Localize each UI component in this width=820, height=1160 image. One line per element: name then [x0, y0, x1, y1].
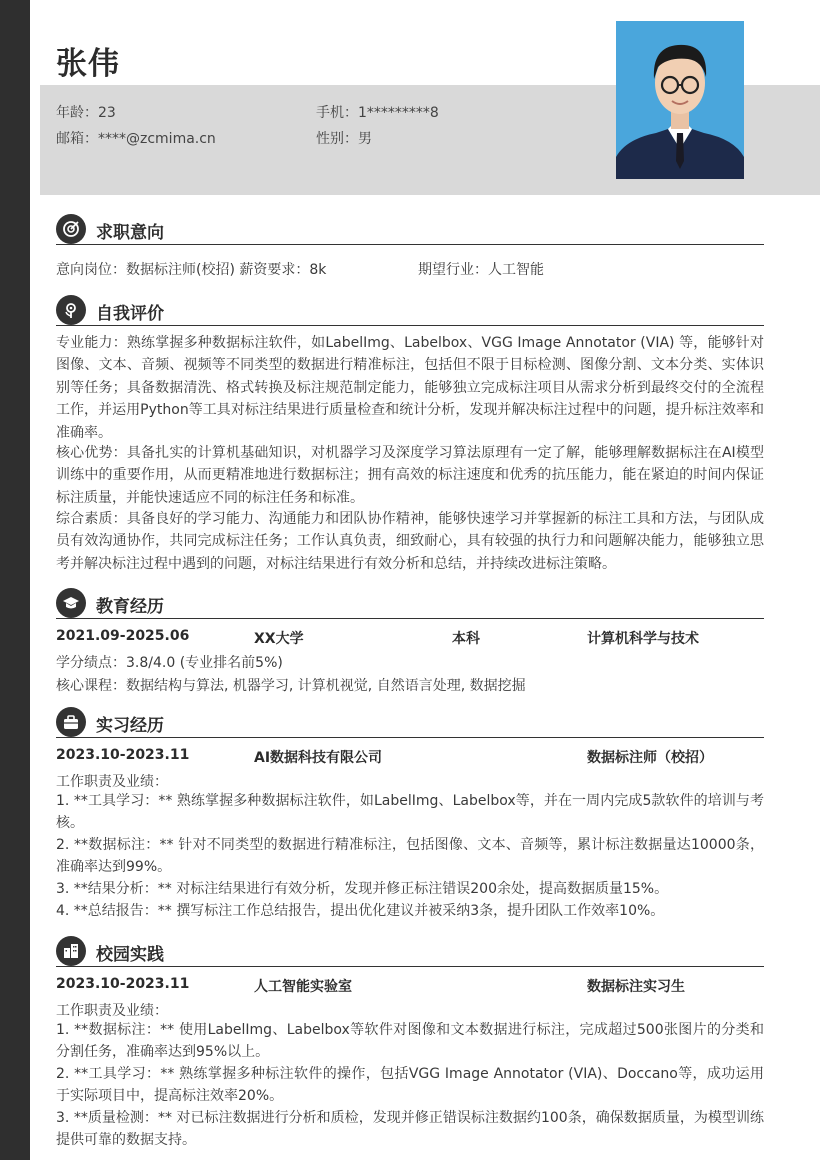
duty-item: 2. **数据标注：** 针对不同类型的数据进行精准标注，包括图像、文本、音频等，累计标注数据量达10000条，准确率达到99%。: [56, 837, 764, 876]
major: 计算机科学与技术: [587, 631, 699, 647]
candidate-name: 张伟: [56, 46, 120, 82]
section-title: 教育经历: [96, 597, 164, 617]
section-title: 自我评价: [96, 304, 164, 324]
section-campus-practice: [56, 936, 764, 967]
section-education: [56, 588, 764, 619]
position-salary: 意向岗位：数据标注师(校招) 薪资要求：8k: [56, 262, 327, 278]
self-eval-paragraph: 综合素质：具备良好的学习能力、沟通能力和团队协作精神，能够快速学习并掌握新的标注工具和方法，与团队成员有效沟通协作，共同完成标注任务；工作认真负责，细致耐心，具有较强的执行力和问题解决能力，能够独立思考并解决标注过程中遇到的问题，对标注结果进行有效分析和总结，并持续改进标注策略。: [56, 511, 764, 572]
company-name: AI数据科技有限公司: [254, 750, 383, 766]
section-title: 实习经历: [96, 716, 164, 736]
campus-period: 2023.10-2023.11: [56, 976, 190, 992]
email-field: 邮箱：****@zcmima.cn: [56, 131, 216, 147]
duty-item: 3. **结果分析：** 对标注结果进行有效分析，发现并修正标注错误200余处，提高数据质量15%。: [56, 881, 669, 897]
gender-field: 性别：男: [316, 131, 372, 147]
school-name: XX大学: [254, 631, 304, 647]
briefcase-icon: [56, 707, 86, 737]
section-self-evaluation: [56, 295, 764, 326]
graduation-cap-icon: [56, 588, 86, 618]
flower-icon: [56, 295, 86, 325]
phone-field: 手机：1*********8: [316, 105, 439, 121]
core-courses: 核心课程：数据结构与算法, 机器学习, 计算机视觉, 自然语言处理, 数据挖掘: [56, 678, 526, 694]
gpa: 学分绩点：3.8/4.0 (专业排名前5%): [56, 655, 283, 671]
duty-item: 3. **质量检测：** 对已标注数据进行分析和质检，发现并修正错误标注数据约100条，确保数据质量，为模型训练提供可靠的数据支持。: [56, 1110, 764, 1149]
degree: 本科: [452, 631, 480, 647]
section-job-intent: [56, 214, 764, 245]
duties-label: 工作职责及业绩：: [56, 774, 168, 790]
duty-item: 2. **工具学习：** 熟练掌握多种标注软件的操作，包括VGG Image Annotator (VIA)、Doccano等，成功运用于实际项目中，提高标注效率20%。: [56, 1066, 764, 1105]
duty-item: 1. **工具学习：** 熟练掌握多种数据标注软件，如LabelImg、Labelbox等，并在一周内完成5款软件的培训与考核。: [56, 793, 764, 832]
organization-name: 人工智能实验室: [254, 979, 352, 995]
left-sidebar-bar: [0, 0, 30, 1160]
education-period: 2021.09-2025.06: [56, 628, 190, 644]
duty-item: 4. **总结报告：** 撰写标注工作总结报告，提出优化建议并被采纳3条，提升团队工作效率10%。: [56, 903, 665, 919]
section-title: 求职意向: [96, 223, 164, 243]
duty-item: 1. **数据标注：** 使用LabelImg、Labelbox等软件对图像和文本数据进行标注，完成超过500张图片的分类和分割任务，准确率达到95%以上。: [56, 1022, 764, 1061]
section-internship: [56, 707, 764, 738]
buildings-icon: [56, 936, 86, 966]
duties-label: 工作职责及业绩：: [56, 1003, 168, 1019]
profile-photo: [616, 21, 744, 179]
self-eval-paragraph: 核心优势：具备扎实的计算机基础知识，对机器学习及深度学习算法原理有一定了解，能够理解数据标注在AI模型训练中的重要作用，从而更精准地进行数据标注；拥有高效的标注速度和优秀的抗压能力，能在紧迫的时间内保证标注质量，并能快速适应不同的标注任务和标准。: [56, 445, 764, 506]
self-eval-paragraph: 专业能力：熟练掌握多种数据标注软件，如LabelImg、Labelbox、VGG Image Annotator (VIA) 等，能够针对图像、文本、音频、视频等不同类型的数据进行精准标注，包括但不限于目标检测、图像分割、文本分类、实体识别等任务；具备数据清洗、格式转换及标注规范制定能力，能够独立完成标注项目从需求分析到最终交付的全流程工作，并运用Python等工具对标注结果进行质量检查和统计分析，发现并解决标注过程中的问题，提升标注效率和准确率。: [56, 335, 764, 441]
job-role: 数据标注师（校招）: [587, 750, 713, 766]
internship-period: 2023.10-2023.11: [56, 747, 190, 763]
campus-role: 数据标注实习生: [587, 979, 685, 995]
section-title: 校园实践: [96, 945, 164, 965]
expected-industry: 期望行业：人工智能: [418, 262, 544, 278]
age-field: 年龄：23: [56, 105, 116, 121]
target-icon: [56, 214, 86, 244]
